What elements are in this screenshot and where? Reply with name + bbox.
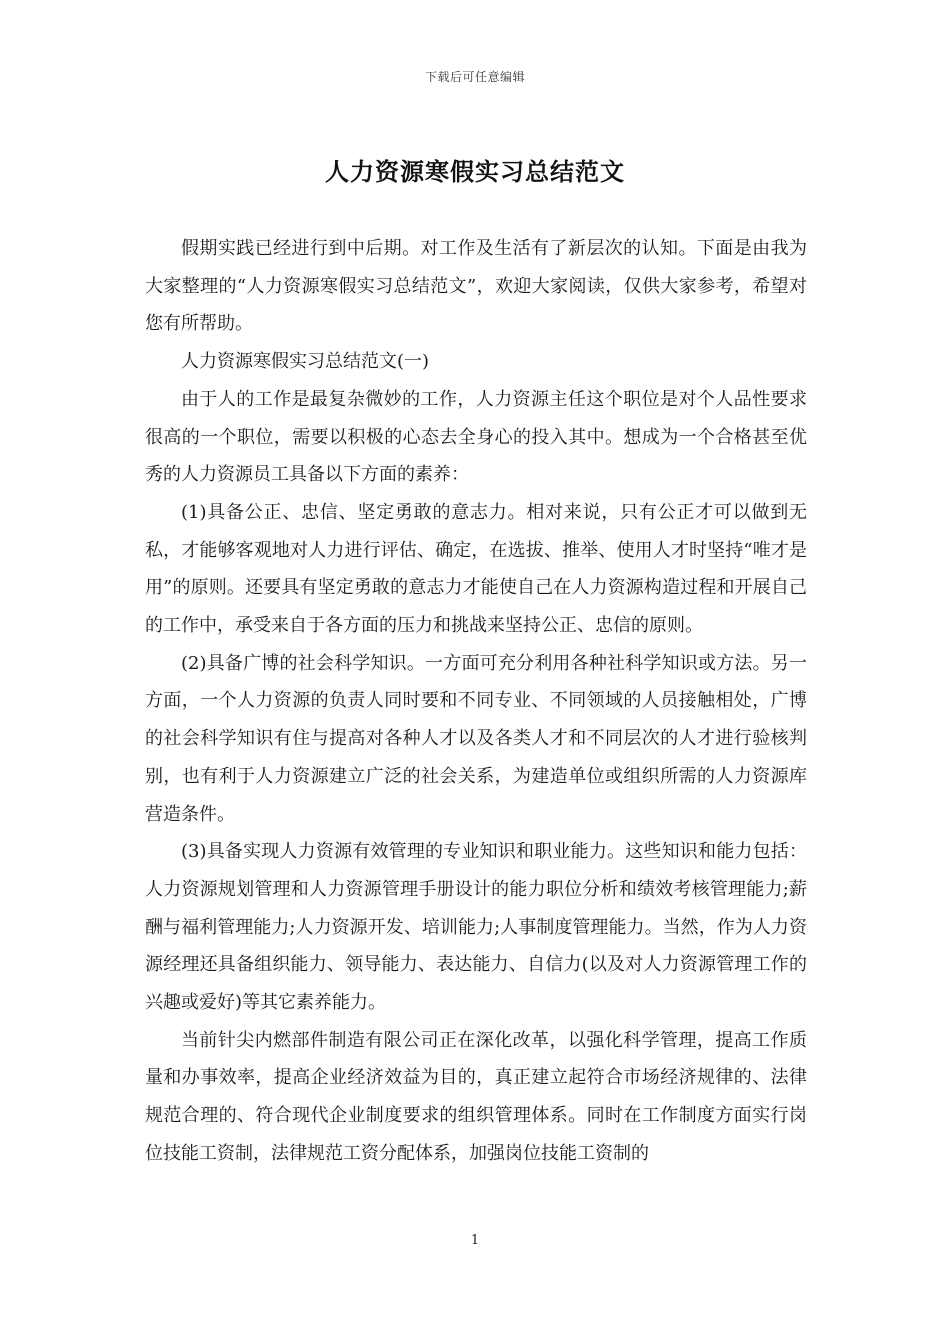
paragraph-point-1: (1)具备公正、忠信、坚定勇敢的意志力。相对来说，只有公正才可以做到无私，才能够客观地对人力进行评估、确定，在选拔、推举、使用人才时坚持“唯才是用”的原则。还要具有坚定勇敢的意志力才能使自己在人力资源构造过程和开展自己的工作中，承受来自于各方面的压力和挑战来坚持公正、忠信的原则。 <box>145 501 807 637</box>
page-number: 1 <box>470 1233 480 1248</box>
paragraph: 当前针尖内燃部件制造有限公司正在深化改革，以强化科学管理，提高工作质量和办事效率，提高企业经济效益为目的，真正建立起符合市场经济规律的、法律规范合理的、符合现代企业制度要求的组织管理体系。同时在工作制度方面实行岗位技能工资制，法律规范工资分配体系，加强岗位技能工资制的 <box>145 1029 807 1164</box>
document-body <box>145 230 807 1173</box>
document-title: 人力资源寒假实习总结范文 <box>325 157 625 186</box>
section-heading: 人力资源寒假实习总结范文(一) <box>181 351 430 373</box>
paragraph-intro: 假期实践已经进行到中后期。对工作及生活有了新层次的认知。下面是由我为大家整理的“人力资源寒假实习总结范文”，欢迎大家阅读，仅供大家参考，希望对您有所帮助。 <box>145 238 807 335</box>
header-note: 下载后可任意编辑 <box>424 70 525 84</box>
paragraph: 由于人的工作是最复杂微妙的工作，人力资源主任这个职位是对个人品性要求很高的一个职位，需要以积极的心态去全身心的投入其中。想成为一个合格甚至优秀的人力资源员工具备以下方面的素养： <box>145 388 807 486</box>
paragraph-point-3: (3)具备实现人力资源有效管理的专业知识和职业能力。这些知识和能力包括：人力资源规划管理和人力资源管理手册设计的能力职位分析和绩效考核管理能力;薪酬与福利管理能力;人力资源开发、培训能力;人事制度管理能力。当然，作为人力资源经理还具备组织能力、领导能力、表达能力、自信力(以及对人力资源管理工作的兴趣或爱好)等其它素养能力。 <box>145 841 807 1014</box>
paragraph-point-2: (2)具备广博的社会科学知识。一方面可充分利用各种社科学知识或方法。另一方面，一个人力资源的负责人同时要和不同专业、不同领域的人员接触相处，广博的社会科学知识有住与提高对各种人才以及各类人才和不同层次的人才进行验核判别，也有利于人力资源建立广泛的社会关系，为建造单位或组织所需的人力资源库营造条件。 <box>145 652 807 825</box>
